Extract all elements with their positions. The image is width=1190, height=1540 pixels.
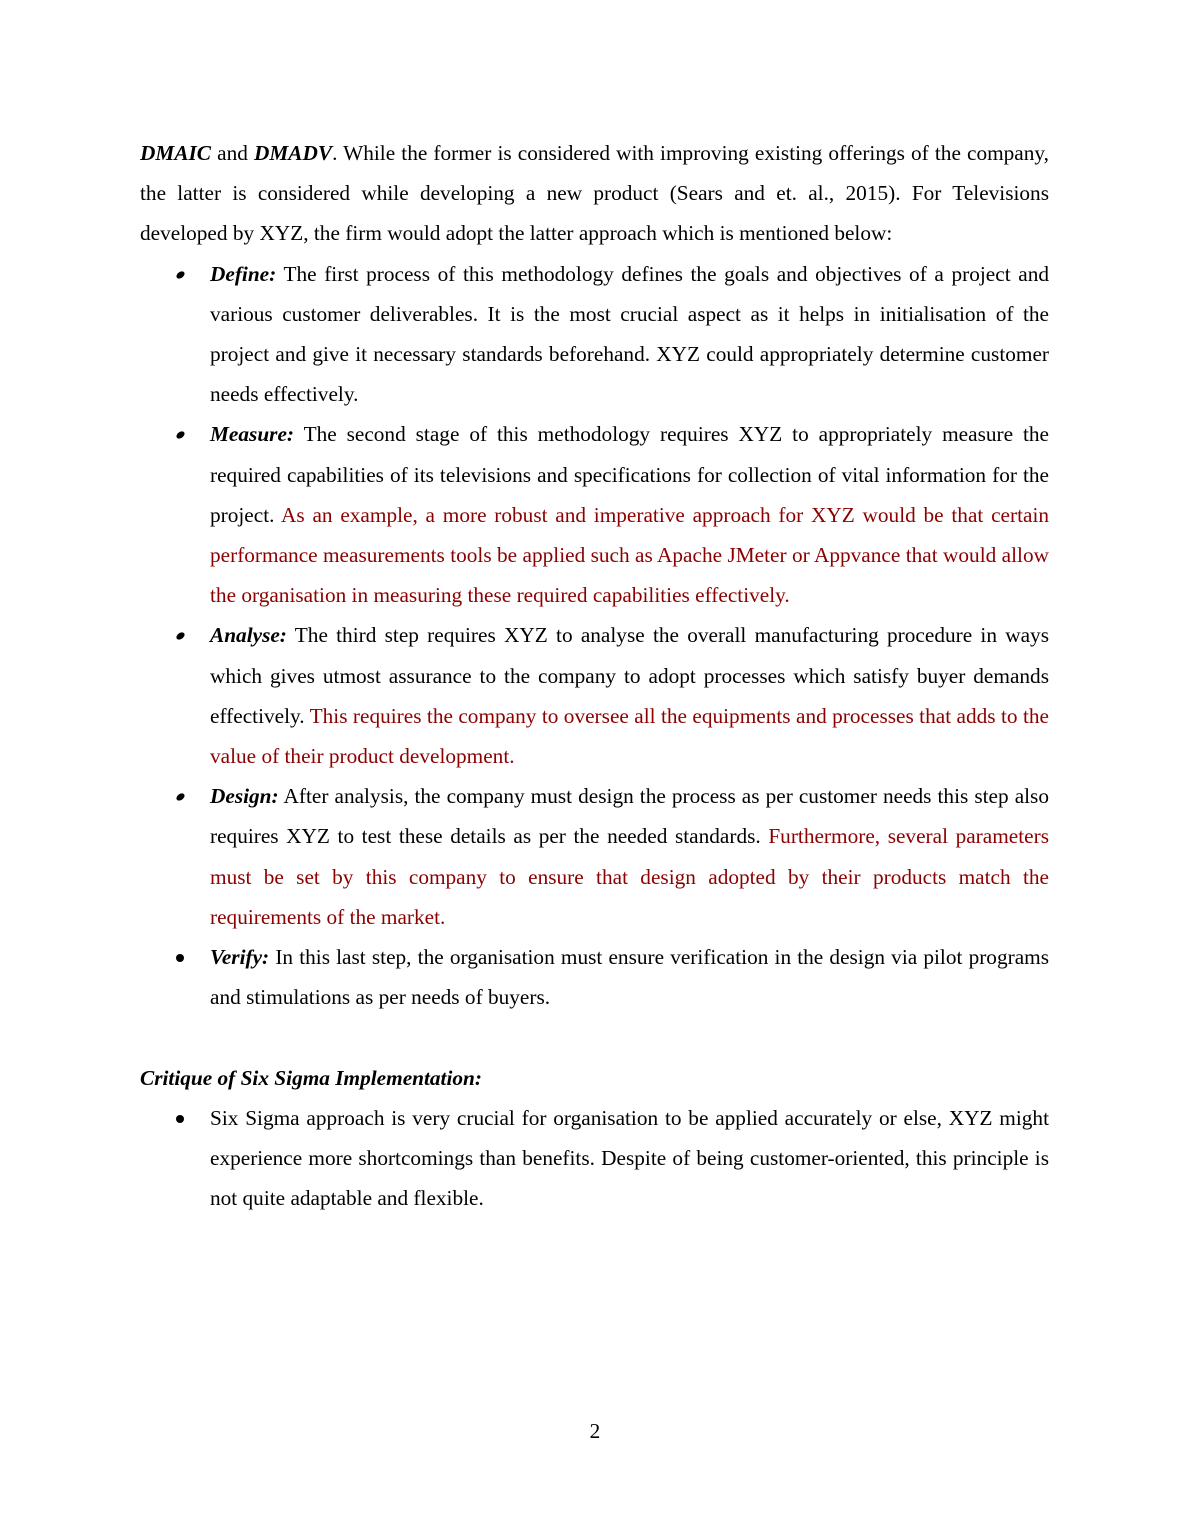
bullet-icon: [175, 430, 186, 440]
step-text: The second stage of this methodology requires XYZ to appropriately measure the required capabilities of its televisions and specifications for collection of vital information for the project.: [210, 422, 1049, 527]
term-dmaic: DMAIC: [140, 141, 212, 165]
list-item-measure: [140, 414, 1049, 615]
list-item-verify: [140, 937, 1049, 1017]
step-highlight: Furthermore, several parameters must be set by this company to ensure that design adopted by their products match the requirements of the market.: [210, 824, 1049, 929]
list-item-analyse: [140, 615, 1049, 776]
list-item: [140, 1098, 1049, 1219]
intro-paragraph: [140, 133, 1049, 254]
list-item-design: [140, 776, 1049, 937]
bullet-icon: [175, 792, 186, 802]
document-page: [140, 133, 1049, 1218]
bullet-icon: [175, 270, 186, 280]
step-term: Design:: [210, 784, 279, 809]
step-term: Measure:: [210, 422, 295, 447]
step-text: After analysis, the company must design the process as per customer needs this step also requires XYZ to test these details as per the needed standards.: [210, 784, 1049, 849]
intro-text: . While the former is considered with improving existing offerings of the company, the latter is considered while developing a new product (Sears and et. al., 2015). For Televisions developed by XYZ, the firm would adopt the latter approach which is mentioned below:: [140, 141, 1049, 246]
bullet-icon: [176, 954, 184, 962]
intro-and: and: [217, 141, 248, 165]
bullet-icon: [175, 631, 186, 641]
step-highlight: This requires the company to oversee all the equipments and processes that adds to the value of their product development.: [210, 703, 1049, 769]
term-dmadv: DMADV: [253, 141, 333, 165]
page-number: 2: [589, 1419, 601, 1443]
critique-list: [140, 1098, 1049, 1219]
step-text: In this last step, the organisation must ensure verification in the design via pilot programs and stimulations as per needs of buyers.: [210, 945, 1050, 1010]
step-text: The first process of this methodology defines the goals and objectives of a project and various customer deliverables. It is the most crucial aspect as it helps in initialisation of the project and give it necessary standards beforehand. XYZ could appropriately determine customer needs effectively.: [210, 261, 1049, 407]
step-term: Analyse:: [210, 623, 287, 648]
step-highlight: As an example, a more robust and imperative approach for XYZ would be that certain performance measurements tools be applied such as Apache JMeter or Appvance that would allow the organisation in measuring these required capabilities effectively.: [210, 502, 1050, 608]
step-term: Verify:: [210, 945, 270, 970]
dmadv-steps-list: [140, 254, 1049, 1018]
step-term: Define:: [210, 261, 277, 286]
step-text: The third step requires XYZ to analyse the overall manufacturing procedure in ways which gives utmost assurance to the company to adopt processes which satisfy buyer demands effectively.: [210, 623, 1049, 728]
critique-text: Six Sigma approach is very crucial for organisation to be applied accurately or else, XYZ might experience more shortcomings than benefits. Despite of being customer-oriented, this principle is not quite adaptable and flexible.: [210, 1105, 1049, 1211]
section-heading-critique: Critique of Six Sigma Implementation:: [140, 1065, 482, 1090]
list-item-define: [140, 254, 1049, 415]
bullet-icon: [176, 1115, 184, 1123]
